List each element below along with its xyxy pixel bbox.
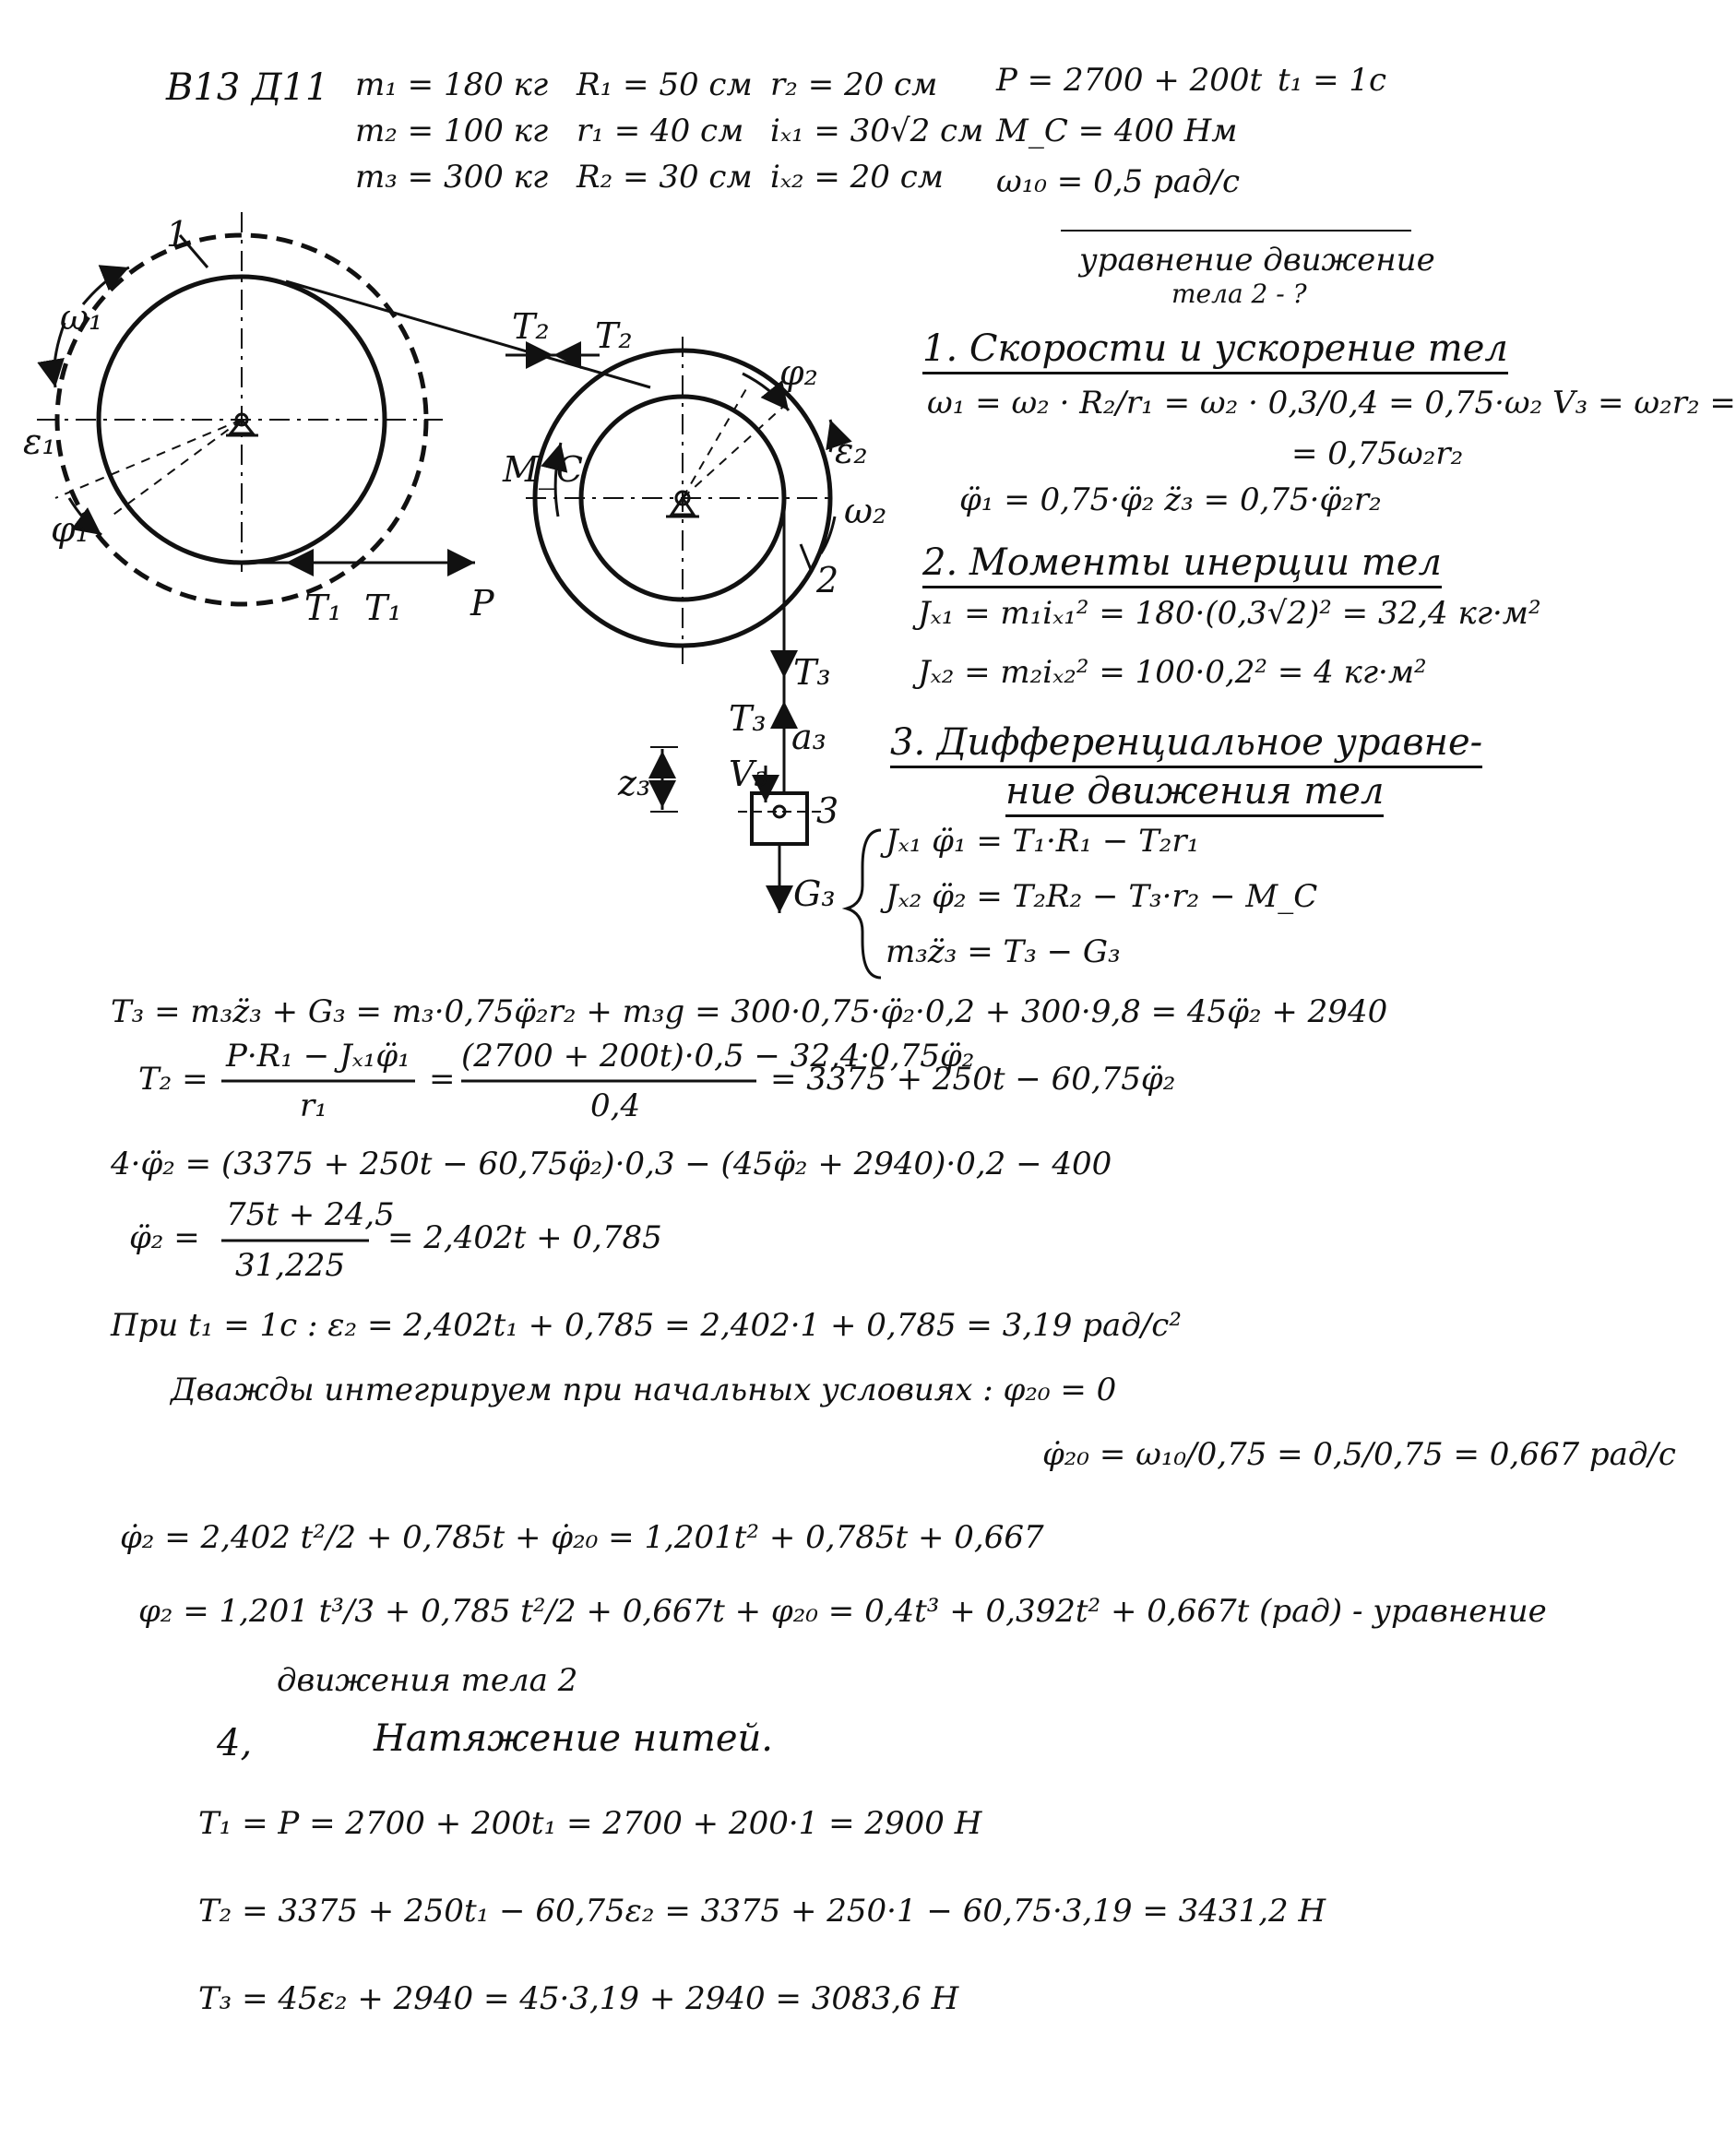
- given-m3: m₃ = 300 кг: [355, 159, 549, 196]
- tension-T2: T₂ = 3375 + 250t₁ − 60,75ε₂ = 3375 + 250·1 − 60,75·3,19 = 3431,2 Н: [198, 1893, 1326, 1930]
- given-P: P = 2700 + 200t: [996, 62, 1263, 99]
- solution-T2-num: P·R₁ − Jₓ₁φ̈₁: [226, 1038, 410, 1075]
- given-R1: R₁ = 50 см: [577, 66, 753, 103]
- given-t1: t₁ = 1с: [1278, 62, 1387, 99]
- label-omega2: ω₂: [844, 491, 887, 531]
- solution-phi2dd-lhs: φ̈₂ =: [129, 1219, 200, 1256]
- section-3-title-1-text: 3. Дифференциальное уравне-: [890, 721, 1482, 768]
- label-eps2: ε₂: [835, 431, 868, 471]
- section-3-title-2: [1005, 770, 1385, 813]
- label-T2-right: T₂: [595, 315, 633, 356]
- variant-label: B13 Д11: [166, 66, 329, 109]
- label-phi2: φ₂: [779, 352, 818, 393]
- section-2-line-2: Jₓ₂ = m₂iₓ₂² = 100·0,2² = 4 кг·м²: [918, 654, 1427, 691]
- question-line-1: уравнение движение: [1079, 242, 1435, 279]
- label-a3: a₃: [791, 717, 826, 757]
- section-3-title-1: [890, 721, 1483, 764]
- solution-T2-den2: 0,4: [590, 1087, 641, 1124]
- label-T3-upper: T₃: [793, 652, 831, 693]
- section-4-number: 4,: [217, 1722, 253, 1764]
- section-1-line-2: = 0,75ω₂r₂: [1291, 435, 1464, 472]
- label-body-1: 1: [166, 214, 189, 255]
- solution-integrate: Дважды интегрируем при начальных условиях : φ₂₀ = 0: [171, 1372, 1117, 1408]
- label-body-3: 3: [816, 790, 839, 831]
- label-Mc: M_C: [503, 449, 583, 490]
- given-m2: m₂ = 100 кг: [355, 113, 549, 149]
- section-2-title-text: 2. Моменты инерции тел: [922, 541, 1442, 588]
- label-eps1: ε₁: [23, 422, 56, 462]
- solution-eq-4: 4·φ̈₂ = (3375 + 250t − 60,75φ̈₂)·0,3 − (45φ̈₂ + 2940)·0,2 − 400: [111, 1146, 1112, 1182]
- label-phi1: φ₁: [51, 509, 89, 550]
- label-T1-right: T₁: [364, 588, 402, 628]
- system-eq-3: m₃z̈₃ = T₃ − G₃: [886, 933, 1121, 970]
- section-1-title-text: 1. Скорости и ускорение тел: [922, 327, 1508, 374]
- label-V3: V₃: [729, 754, 768, 794]
- solution-T2-den: r₁: [300, 1087, 327, 1124]
- given-Mc: M_C = 400 Нм: [996, 113, 1238, 149]
- section-1-title: [922, 327, 1508, 370]
- solution-T2-num2: (2700 + 200t)·0,5 − 32,4·0,75φ̈₂: [461, 1038, 975, 1075]
- given-r1: r₁ = 40 см: [577, 113, 744, 149]
- section-4-title: Натяжение нитей.: [374, 1717, 773, 1760]
- given-m1: m₁ = 180 кг: [355, 66, 549, 103]
- label-G3: G₃: [793, 873, 836, 914]
- section-2-line-1: Jₓ₁ = m₁iₓ₁² = 180·(0,3√2)² = 32,4 кг·м²: [918, 595, 1541, 632]
- system-eq-1: Jₓ₁ φ̈₁ = T₁·R₁ − T₂r₁: [886, 823, 1200, 860]
- tension-T1: T₁ = P = 2700 + 200t₁ = 2700 + 200·1 = 2900 Н: [198, 1805, 982, 1842]
- system-eq-2: Jₓ₂ φ̈₂ = T₂R₂ − T₃·r₂ − M_C: [886, 878, 1318, 915]
- question-line-2: тела 2 - ?: [1171, 279, 1307, 309]
- label-omega1: ω₁: [60, 297, 103, 338]
- solution-phi2dd-result: = 2,402t + 0,785: [387, 1219, 662, 1256]
- solution-phi20-dot: φ̇₂₀ = ω₁₀/0,75 = 0,5/0,75 = 0,667 рад/с: [1042, 1436, 1676, 1473]
- given-ix1: iₓ₁ = 30√2 см: [770, 113, 984, 149]
- given-ix2: iₓ₂ = 20 см: [770, 159, 944, 196]
- label-T1-left: T₁: [304, 588, 342, 628]
- given-r2: r₂ = 20 см: [770, 66, 938, 103]
- solution-T2-result: = 3375 + 250t − 60,75φ̈₂: [770, 1061, 1176, 1098]
- solution-eps2: При t₁ = 1с : ε₂ = 2,402t₁ + 0,785 = 2,402·1 + 0,785 = 3,19 рад/с²: [111, 1307, 1182, 1344]
- section-3-title-2-text: ние движения тел: [1005, 770, 1384, 817]
- solution-phi2dd-num: 75t + 24,5: [226, 1196, 395, 1233]
- label-T2-left: T₂: [512, 306, 550, 347]
- label-z3: z₃: [618, 763, 651, 803]
- section-1-line-1: ω₁ = ω₂ · R₂/r₁ = ω₂ · 0,3/0,4 = 0,75·ω₂ V₃ = ω₂r₂ =: [927, 385, 1736, 422]
- section-2-title: [922, 541, 1442, 584]
- solution-T2-lhs: T₂ =: [138, 1061, 208, 1098]
- label-body-2: 2: [816, 560, 839, 600]
- section-1-line-3: φ̈₁ = 0,75·φ̈₂ z̈₃ = 0,75·φ̈₂r₂: [959, 481, 1382, 518]
- solution-T3: T₃ = m₃z̈₃ + G₃ = m₃·0,75φ̈₂r₂ + m₃g = 300·0,75·φ̈₂·0,2 + 300·9,8 = 45φ̈₂ + 2940: [111, 993, 1388, 1030]
- solution-phi2-dot: φ̇₂ = 2,402 t²/2 + 0,785t + φ̇₂₀ = 1,201t² + 0,785t + 0,667: [120, 1519, 1044, 1556]
- solution-phi2dd-den: 31,225: [235, 1247, 345, 1284]
- given-omega10: ω₁₀ = 0,5 рад/с: [996, 163, 1241, 200]
- given-R2: R₂ = 30 см: [577, 159, 753, 196]
- label-T3-lower: T₃: [729, 698, 767, 739]
- solution-phi2: φ₂ = 1,201 t³/3 + 0,785 t²/2 + 0,667t + φ₂₀ = 0,4t³ + 0,392t² + 0,667t (рад) - уравнение: [138, 1593, 1547, 1630]
- solution-T2-eq: =: [429, 1061, 456, 1098]
- tension-T3: T₃ = 45ε₂ + 2940 = 45·3,19 + 2940 = 3083,6 Н: [198, 1980, 959, 2017]
- label-P: P: [470, 583, 494, 624]
- solution-phi2-caption: движения тела 2: [277, 1662, 578, 1699]
